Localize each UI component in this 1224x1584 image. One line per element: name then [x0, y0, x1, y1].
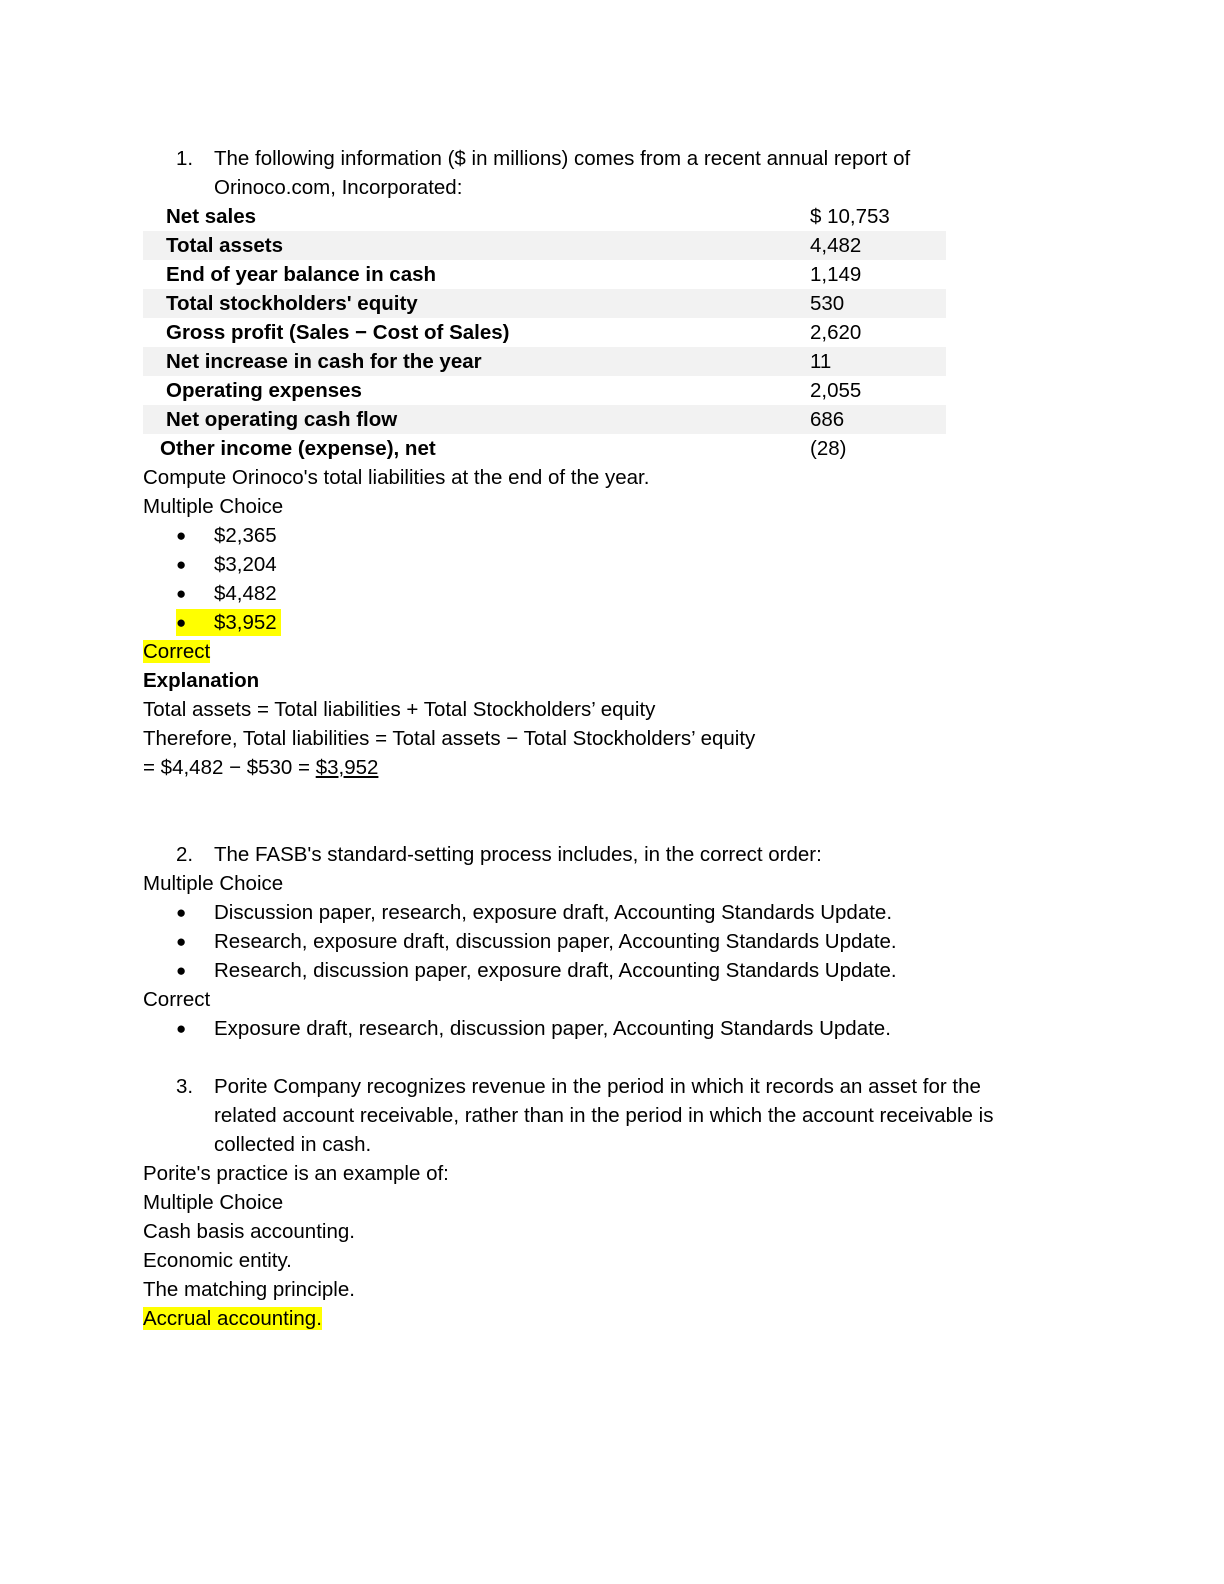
bullet-icon: ●: [176, 1019, 187, 1038]
row-value: 11: [810, 347, 946, 376]
q1-explanation-label: Explanation: [143, 669, 260, 692]
q2-mc-label: Multiple Choice: [143, 872, 284, 895]
bullet-icon: ●: [176, 903, 187, 922]
table-row: [143, 434, 946, 463]
q3-number: 3.: [176, 1075, 194, 1098]
bullet-icon: ●: [176, 555, 187, 574]
table-row: [143, 405, 946, 434]
q1-stem-line1: The following information ($ in millions) comes from a recent annual report of: [214, 147, 911, 170]
row-label: Total stockholders' equity: [143, 289, 810, 318]
table-row: [143, 231, 946, 260]
option-text: Discussion paper, research, exposure draft, Accounting Standards Update.: [214, 901, 893, 924]
option-text: Research, exposure draft, discussion paper, Accounting Standards Update.: [214, 930, 897, 953]
financial-data-table: [143, 202, 946, 463]
table-row: [143, 347, 946, 376]
q3-option-selected[interactable]: Accrual accounting.: [143, 1307, 322, 1330]
bullet-icon: ●: [176, 932, 187, 951]
option-text: $3,204: [214, 553, 277, 576]
table-row: [143, 289, 946, 318]
row-value: 2,055: [810, 379, 862, 402]
row-label: Total assets: [143, 231, 810, 260]
row-value: 2,620: [810, 321, 862, 344]
table-row: [143, 376, 946, 405]
q3-stem-line3: collected in cash.: [214, 1133, 372, 1156]
option-text: Exposure draft, research, discussion paper, Accounting Standards Update.: [214, 1017, 891, 1040]
row-value: 1,149: [810, 263, 862, 286]
q3-option[interactable]: The matching principle.: [143, 1278, 355, 1301]
table-row: [143, 260, 946, 289]
row-label: Net increase in cash for the year: [143, 347, 810, 376]
q1-stem-line2: Orinoco.com, Incorporated:: [214, 176, 463, 199]
bullet-icon: ●: [176, 584, 187, 603]
bullet-icon: ●: [176, 613, 187, 632]
row-label: Net operating cash flow: [143, 405, 810, 434]
row-label: Gross profit (Sales − Cost of Sales): [166, 321, 510, 344]
row-value: 686: [810, 405, 946, 434]
q3-stem-line1: Porite Company recognizes revenue in the period in which it records an asset for the: [214, 1075, 981, 1098]
q2-stem: The FASB's standard-setting process includes, in the correct order:: [214, 843, 822, 866]
option-text: Research, discussion paper, exposure draft, Accounting Standards Update.: [214, 959, 897, 982]
q3-option[interactable]: Cash basis accounting.: [143, 1220, 355, 1243]
option-text: $4,482: [214, 582, 277, 605]
q1-explanation-answer: $3,952: [315, 756, 379, 779]
q1-question: Compute Orinoco's total liabilities at the end of the year.: [143, 466, 650, 489]
q2-correct-label: Correct: [143, 988, 211, 1011]
bullet-icon: ●: [176, 961, 187, 980]
option-text: $2,365: [214, 524, 277, 547]
q2-number: 2.: [176, 843, 194, 866]
option-text: $3,952: [214, 611, 277, 634]
row-label: End of year balance in cash: [166, 263, 437, 286]
row-label: Net sales: [166, 205, 257, 228]
q3-stem-line2: related account receivable, rather than in the period in which the account receivable is: [214, 1104, 994, 1127]
q1-explanation-line3: = $4,482 − $530 =: [143, 756, 316, 779]
q3-question: Porite's practice is an example of:: [143, 1162, 449, 1185]
row-label: Other income (expense), net: [160, 437, 436, 460]
bullet-icon: ●: [176, 526, 187, 545]
row-value: 4,482: [810, 231, 946, 260]
row-label: Operating expenses: [166, 379, 362, 402]
table-row: [143, 318, 946, 347]
q1-explanation-line2: Therefore, Total liabilities = Total assets − Total Stockholders’ equity: [143, 727, 756, 750]
q1-correct-label: Correct: [143, 640, 211, 663]
q3-option[interactable]: Economic entity.: [143, 1249, 292, 1272]
row-value: (28): [810, 437, 847, 460]
q1-explanation-line1: Total assets = Total liabilities + Total Stockholders’ equity: [143, 698, 656, 721]
q1-number: 1.: [176, 147, 194, 170]
q3-mc-label: Multiple Choice: [143, 1191, 284, 1214]
row-value: $ 10,753: [810, 205, 890, 228]
row-value: 530: [810, 289, 946, 318]
table-row: [143, 202, 946, 231]
q1-mc-label: Multiple Choice: [143, 495, 284, 518]
